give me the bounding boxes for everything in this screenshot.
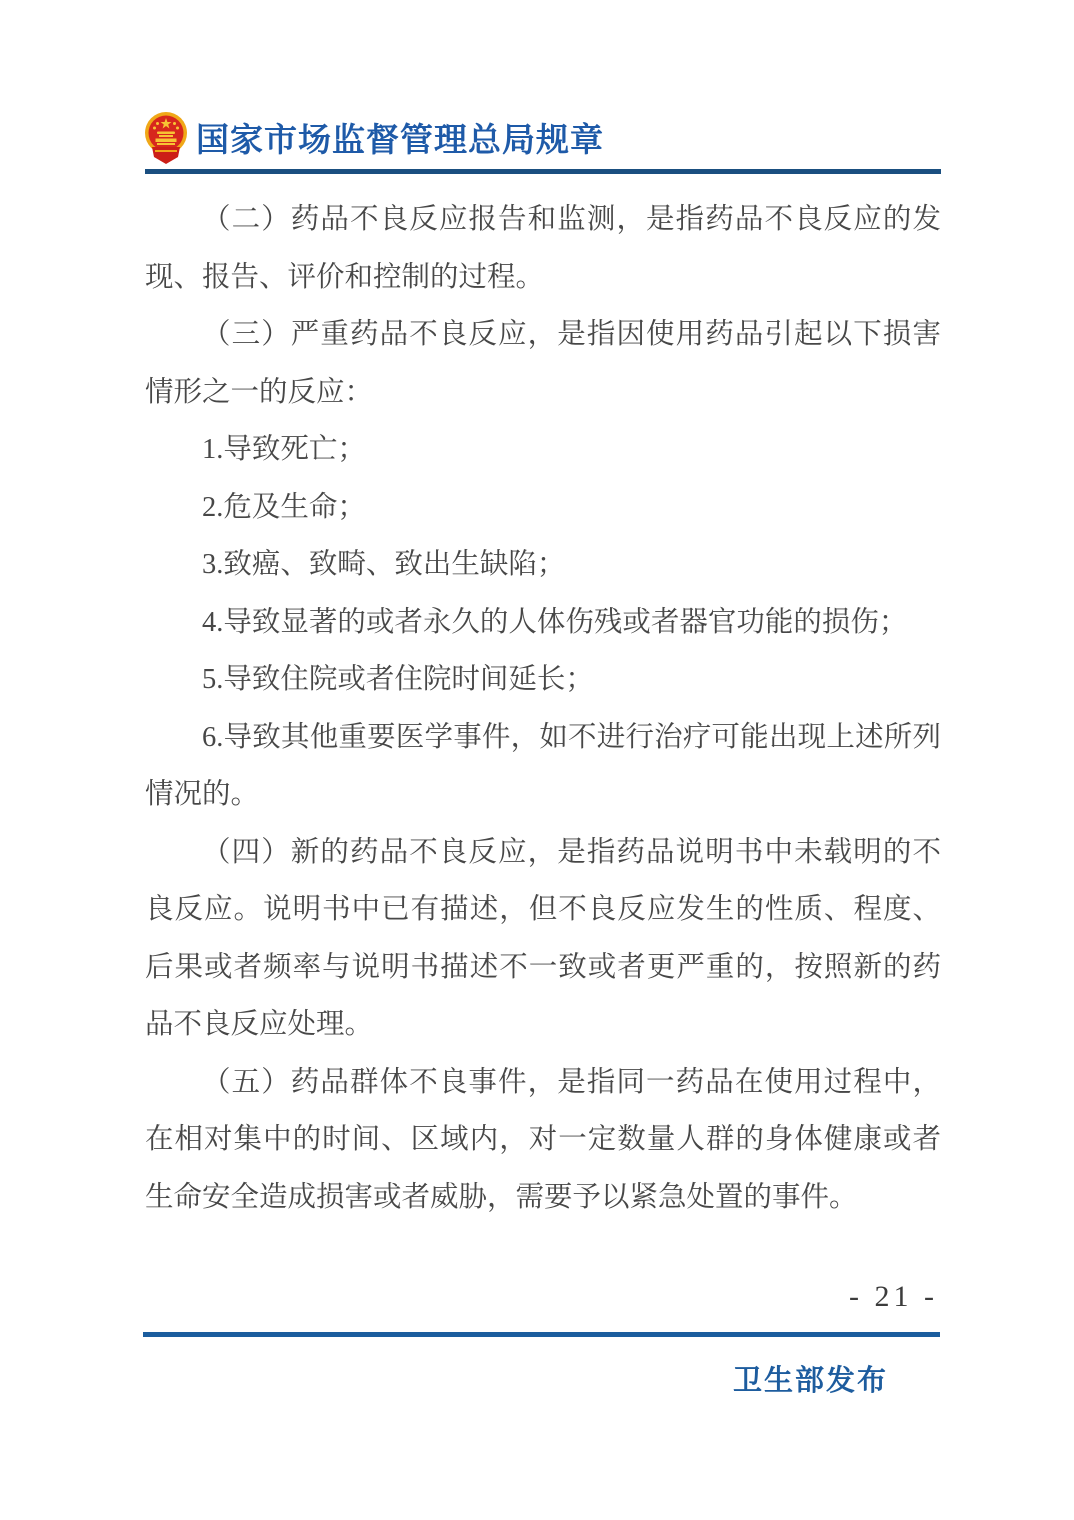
- header-rule: [145, 169, 941, 174]
- header-title: 国家市场监督管理总局规章: [196, 120, 604, 158]
- paragraph-definition-4: （四）新的药品不良反应，是指药品说明书中未载明的不良反应。说明书中已有描述，但不良反应发生的性质、程度、后果或者频率与说明书描述不一致或者更严重的，按照新的药品不良反应处理。: [145, 836, 941, 1040]
- paragraph-definition-3: （三）严重药品不良反应，是指因使用药品引起以下损害情形之一的反应：: [145, 319, 941, 408]
- document-body: [145, 191, 941, 1226]
- list-item-1: 1.导致死亡；: [202, 434, 366, 465]
- page-number: - 21 -: [849, 1280, 938, 1313]
- list-item-4: 4.导致显著的或者永久的人体伤残或者器官功能的损伤；: [202, 606, 908, 638]
- list-item-6: 6.导致其他重要医学事件，如不进行治疗可能出现上述所列情况的。: [145, 721, 941, 810]
- list-item-5: 5.导致住院或者住院时间延长；: [202, 664, 594, 695]
- paragraph-definition-5: （五）药品群体不良事件，是指同一药品在使用过程中，在相对集中的时间、区域内，对一定数量人群的身体健康或者生命安全造成损害或者威胁，需要予以紧急处置的事件。: [145, 1066, 941, 1213]
- paragraph-definition-2: （二）药品不良反应报告和监测，是指药品不良反应的发现、报告、评价和控制的过程。: [145, 204, 941, 293]
- list-item-2: 2.危及生命；: [202, 491, 366, 523]
- document-header: [144, 108, 940, 166]
- footer-rule: [143, 1332, 940, 1337]
- china-national-emblem-icon: [144, 110, 188, 165]
- publisher-label: 卫生部发布: [732, 1365, 888, 1397]
- list-item-3: 3.致癌、致畸、致出生缺陷；: [202, 549, 566, 580]
